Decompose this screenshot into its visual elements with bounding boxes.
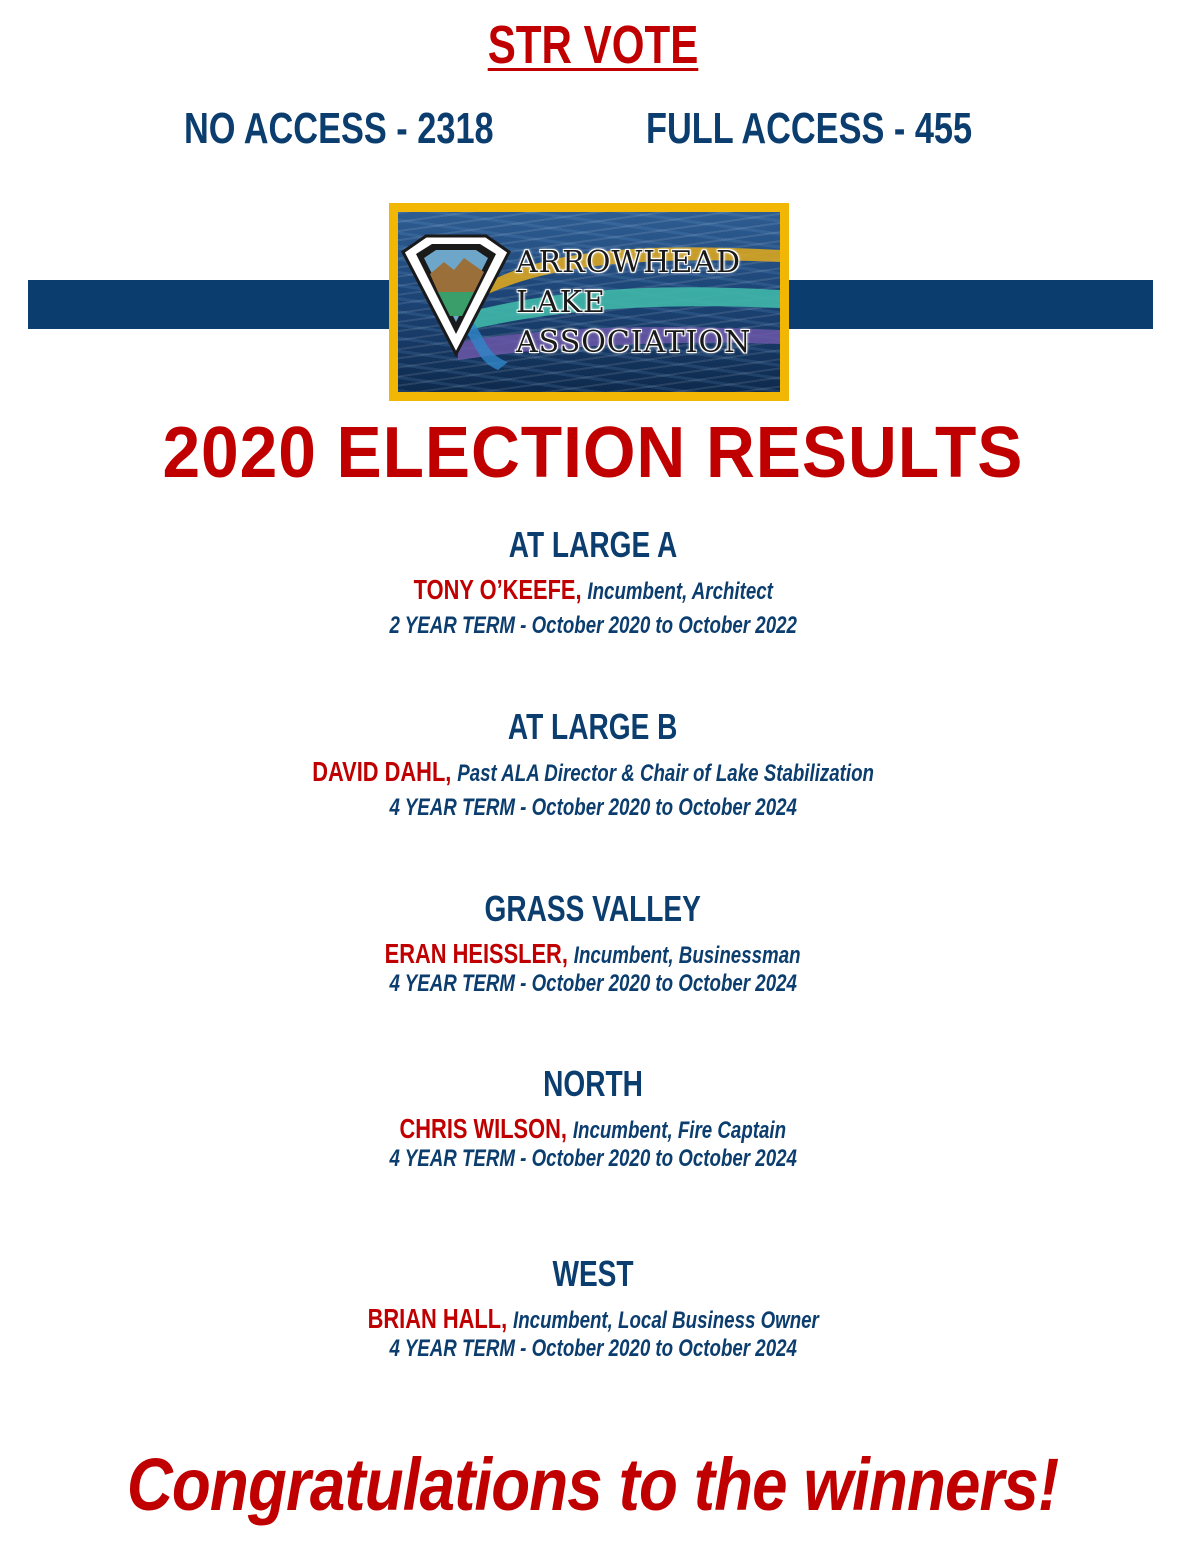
section-at-large-b xyxy=(0,706,1186,822)
term-line: 4 YEAR TERM - October 2020 to October 2024 xyxy=(389,1145,797,1172)
congratulations-message xyxy=(0,1442,1186,1527)
candidate-name: TONY O’KEEFE, xyxy=(413,574,582,605)
logo-lake-background xyxy=(398,212,780,392)
section-at-large-a xyxy=(0,524,1186,640)
section-grass-valley xyxy=(0,888,1186,998)
candidate-line xyxy=(0,938,1186,970)
candidate-description: Incumbent, Fire Captain xyxy=(573,1117,787,1144)
candidate-line xyxy=(0,574,1186,606)
association-logo xyxy=(389,203,789,401)
page-title xyxy=(0,412,1186,494)
candidate-name: BRIAN HALL, xyxy=(367,1303,507,1334)
page-title-text: 2020 ELECTION RESULTS xyxy=(162,413,1024,493)
congratulations-text: Congratulations to the winners! xyxy=(127,1443,1059,1526)
logo-word-lake: LAKE xyxy=(516,285,606,320)
candidate-description: Incumbent, Businessman xyxy=(574,942,801,969)
candidate-description: Past ALA Director & Chair of Lake Stabilization xyxy=(457,760,874,787)
logo-word-arrowhead: ARROWHEAD xyxy=(516,245,742,280)
no-access-text: NO ACCESS - 2318 xyxy=(184,104,494,153)
term-line: 4 YEAR TERM - October 2020 to October 2024 xyxy=(389,1335,797,1362)
logo-word-association: ASSOCIATION xyxy=(516,325,752,360)
no-access-count xyxy=(184,104,581,154)
candidate-line xyxy=(0,1303,1186,1335)
full-access-text: FULL ACCESS - 455 xyxy=(646,104,973,153)
candidate-name: DAVID DAHL, xyxy=(312,756,452,787)
str-vote-title xyxy=(0,0,1186,75)
candidate-name: ERAN HEISSLER, xyxy=(385,938,569,969)
candidate-line xyxy=(0,756,1186,788)
candidate-line xyxy=(0,1113,1186,1145)
term-line: 4 YEAR TERM - October 2020 to October 2024 xyxy=(389,794,797,821)
section-west xyxy=(0,1253,1186,1363)
section-title: AT LARGE B xyxy=(508,706,678,747)
section-title: NORTH xyxy=(543,1063,643,1104)
section-title: WEST xyxy=(552,1253,634,1294)
section-title: GRASS VALLEY xyxy=(484,888,702,929)
section-title: AT LARGE A xyxy=(508,524,678,565)
full-access-count xyxy=(646,104,1064,154)
candidate-description: Incumbent, Local Business Owner xyxy=(512,1307,819,1334)
candidate-name: CHRIS WILSON, xyxy=(399,1113,568,1144)
str-vote-title-text: STR VOTE xyxy=(487,15,699,75)
logo-swoosh-teal xyxy=(468,287,780,330)
section-north xyxy=(0,1063,1186,1173)
candidate-description: Incumbent, Architect xyxy=(587,578,773,605)
term-line: 2 YEAR TERM - October 2020 to October 2022 xyxy=(389,612,797,639)
term-line: 4 YEAR TERM - October 2020 to October 2024 xyxy=(389,970,797,997)
